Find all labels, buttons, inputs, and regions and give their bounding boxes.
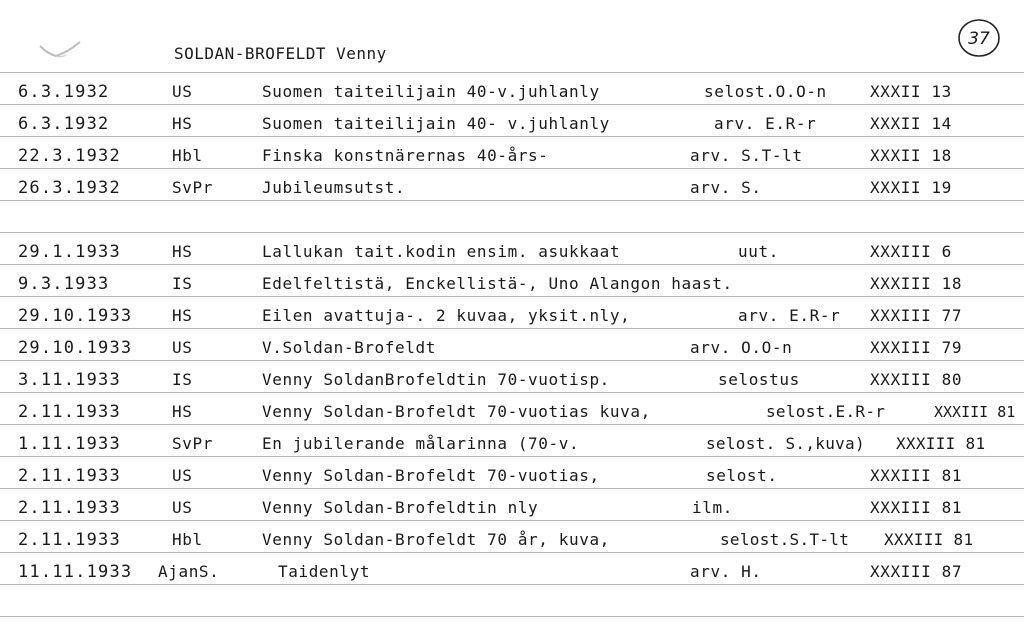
entry-row (0, 81, 1024, 111)
entry-date: 9.3.1933 (18, 274, 110, 294)
entry-type: selost.O.O-n (704, 82, 827, 101)
entry-paper: AjanS. (158, 562, 220, 581)
entry-title: Lallukan tait.kodin ensim. asukkaat (262, 242, 621, 261)
entry-volume: XXXIII 80 (870, 370, 963, 389)
entry-date: 26.3.1932 (18, 178, 121, 198)
entry-volume: XXXII 14 (870, 114, 952, 133)
entry-type: arv. S.T-lt (690, 146, 803, 165)
entry-row (0, 241, 1024, 271)
entry-title: V.Soldan-Brofeldt (262, 338, 436, 357)
entry-date: 11.11.1933 (18, 562, 133, 582)
entry-row (0, 305, 1024, 335)
entry-date: 22.3.1932 (18, 146, 121, 166)
entry-paper: HS (172, 242, 193, 261)
entry-volume: XXXIII 79 (870, 338, 963, 357)
checkmark-icon (36, 38, 88, 68)
entry-type: selostus (718, 370, 800, 389)
entry-paper: US (172, 82, 193, 101)
entry-title: Suomen taiteilijain 40- v.juhlanly (262, 114, 610, 133)
entry-row (0, 401, 1024, 431)
entry-type: selost.E.R-r (766, 402, 886, 421)
entry-paper: SvPr (172, 434, 213, 453)
entry-volume: XXXIII 81 (896, 434, 986, 453)
entry-date: 2.11.1933 (18, 498, 121, 518)
entry-row (0, 497, 1024, 527)
entry-paper: US (172, 338, 193, 357)
entry-volume: XXXIII 81 (934, 403, 1016, 421)
entry-title: En jubilerande målarinna (70-v. (262, 434, 580, 453)
entry-date: 6.3.1932 (18, 114, 110, 134)
entry-volume: XXXIII 87 (870, 562, 963, 581)
entry-date: 29.1.1933 (18, 242, 121, 262)
entry-volume: XXXIII 81 (870, 466, 963, 485)
entry-row (0, 145, 1024, 175)
entry-title: Venny Soldan-Brofeldtin nly (262, 498, 539, 517)
entry-volume: XXXIII 18 (870, 274, 963, 293)
entry-paper: HS (172, 402, 193, 421)
entry-title: Suomen taiteilijain 40-v.juhlanly (262, 82, 600, 101)
entry-date: 3.11.1933 (18, 370, 121, 390)
ruled-line (0, 72, 1024, 73)
entry-title: Eilen avattuja-. 2 kuvaa, yksit.nly, (262, 306, 631, 325)
entry-row (0, 113, 1024, 143)
entry-row (0, 529, 1024, 559)
entry-volume: XXXIII 77 (870, 306, 963, 325)
entry-date: 1.11.1933 (18, 434, 121, 454)
entry-row (0, 369, 1024, 399)
entry-row (0, 465, 1024, 495)
entry-row (0, 177, 1024, 207)
entry-title: Venny Soldan-Brofeldt 70 år, kuva, (262, 530, 610, 549)
entry-row (0, 433, 1024, 463)
entry-row (0, 337, 1024, 367)
entry-paper: US (172, 466, 193, 485)
entry-title: Edelfeltistä, Enckellistä-, Uno Alangon haast. (262, 274, 733, 293)
entry-paper: US (172, 498, 193, 517)
entry-type: arv. E.R-r (738, 306, 841, 325)
entry-title: Venny SoldanBrofeldtin 70-vuotisp. (262, 370, 610, 389)
entry-type: arv. O.O-n (690, 338, 793, 357)
entry-volume: XXXIII 6 (870, 242, 952, 261)
entry-title: Taidenlyt (278, 562, 371, 581)
entry-paper: HS (172, 306, 193, 325)
entry-paper: Hbl (172, 530, 203, 549)
entry-type: selost. (706, 466, 778, 485)
entry-paper: SvPr (172, 178, 213, 197)
entry-volume: XXXII 19 (870, 178, 952, 197)
entry-date: 6.3.1932 (18, 82, 110, 102)
entry-paper: IS (172, 370, 193, 389)
ruled-line (0, 616, 1024, 617)
entry-title: Venny Soldan-Brofeldt 70-vuotias kuva, (262, 402, 651, 421)
entry-type: arv. H. (690, 562, 762, 581)
entry-type: arv. E.R-r (714, 114, 817, 133)
card-number-text: 37 (968, 29, 990, 49)
entry-type: arv. S. (690, 178, 762, 197)
entry-date: 2.11.1933 (18, 466, 121, 486)
entry-volume: XXXII 18 (870, 146, 952, 165)
entry-paper: Hbl (172, 146, 203, 165)
entry-volume: XXXIII 81 (884, 530, 974, 549)
entry-type: ilm. (692, 498, 733, 517)
entry-date: 2.11.1933 (18, 530, 121, 550)
ruled-line (0, 232, 1024, 233)
entry-date: 29.10.1933 (18, 338, 133, 358)
entry-paper: HS (172, 114, 193, 133)
entry-volume: XXXII 13 (870, 82, 952, 101)
entry-row (0, 273, 1024, 303)
entry-date: 2.11.1933 (18, 402, 121, 422)
entry-title: Venny Soldan-Brofeldt 70-vuotias, (262, 466, 600, 485)
entry-type: selost.S.T-lt (720, 530, 850, 549)
entry-paper: IS (172, 274, 193, 293)
entry-title: Finska konstnärernas 40-års- (262, 146, 549, 165)
entry-title: Jubileumsutst. (262, 178, 406, 197)
entry-type: selost. S.,kuva) (706, 434, 865, 453)
entry-row (0, 561, 1024, 591)
entry-type: uut. (738, 242, 779, 261)
card-number (955, 14, 1003, 62)
entry-date: 29.10.1933 (18, 306, 133, 326)
entry-volume: XXXIII 81 (870, 498, 963, 517)
person-name: SOLDAN-BROFELDT Venny (174, 44, 387, 63)
